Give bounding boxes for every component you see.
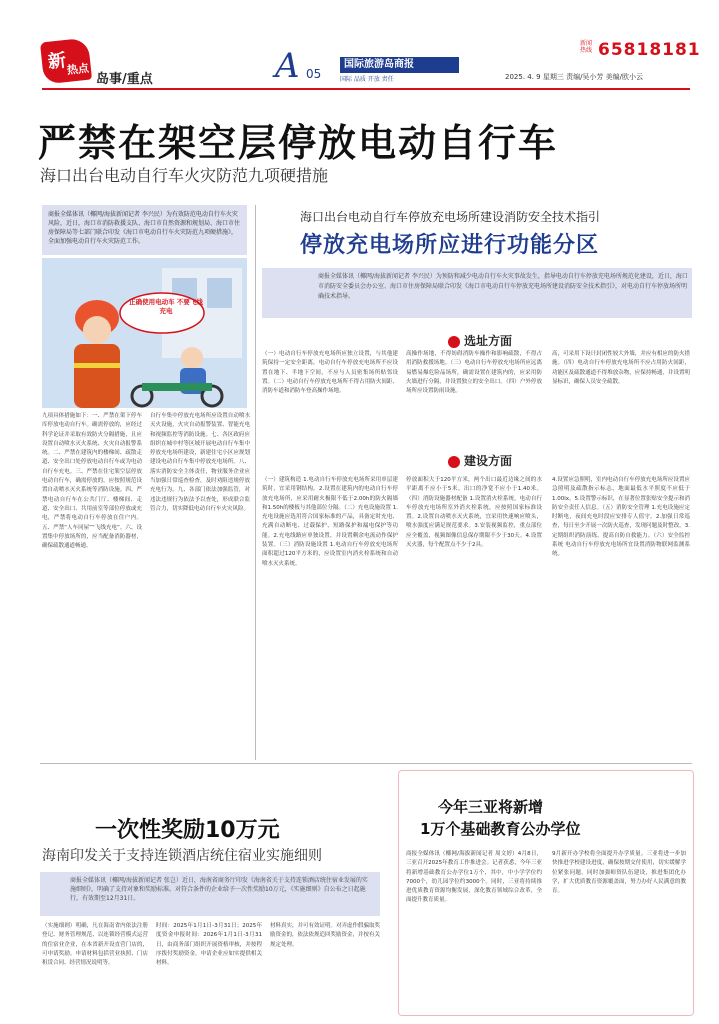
bottom-left-column-1: （实施细则）明确，凡在海南省内依法注册登记、财务管理规范、以连锁经营模式运营的住宿业企业，在本省新开设直营门店的，可申请奖励。申请材料包括营业执照、门店租赁合同、经营情况说明等。 xyxy=(42,923,148,967)
right-story-headline: 停放充电场所应进行功能分区 xyxy=(300,233,600,258)
hotline-number: 65818181 xyxy=(598,40,701,60)
bottom-left-column-2: 时间：2025年1月1日-3月31日；2025年度资金申报时间：2026年1月1日-3月31日，由商务部门组织开展资格审核，并按程序拨付奖励资金。申请企业应如实提供相关材料。 xyxy=(156,923,262,967)
newspaper-logo xyxy=(40,38,92,85)
illustration-sign-text: 正确使用电动车 不要飞线充电 xyxy=(129,298,203,315)
bottom-right-column-1: 商报全媒体讯（椰网/海拔新闻记者 周文婷）4月8日，三亚召开2025年教育工作推进会。记者获悉，今年三亚将新增基础教育公办学位1万个，其中，中小学学位约7000个，幼儿园学位约3000个。同时，三亚将持续推进优质教育资源均衡发展，深化教育领域综合改革，全面提升教育质量。 xyxy=(406,851,542,904)
bottom-right-headline-2: 1万个基础教育公办学位 xyxy=(420,820,581,838)
main-subheadline: 海口出台电动自行车火灾防范九项硬措施 xyxy=(40,166,329,185)
paper-subtitle: 国际 品质 开放 责任 xyxy=(340,76,394,83)
build-column-1: （一）建筑构造 1.电动自行车停放充电场所采用单层建筑时，宜采用钢结构。2.设置在建筑内的电动自行车停放充电场所，应采用耐火极限不低于2.00h的防火隔墙和1.50h的楼板与其他部位分隔。（二）充电设施设置 1.充电设施应选用符合国家标准的产品，具备定时充电、充满自动断电、过载保护、短路保护和漏电保护等功能。2.充电线路应单独设置，并设置剩余电流动作保护装置。（三）消防设施设置 1.电动自行车停放充电场所面积超过120平方米的，应设置室内消火栓系统和自动喷水灭火系统。 xyxy=(262,477,398,567)
site-column-3: 高，可采用下设计封闭性较大外墙，并应有相应的防火措施。（四）电动自行车停放充电场所不应占用防火间距，功能区及疏散通道不得堆放杂物，应保持畅通，并设置明显标识，确保人员安全疏散。 xyxy=(552,351,690,385)
bottom-right-column-2: 9月新开办学校将全面提升办学质量。三亚将进一步加快推进学校建设进度，确保按期交付使用，切实缓解学位紧张问题。同时加强师资队伍建设，推进集团化办学，扩大优质教育资源覆盖面，努力办好人民满意的教育。 xyxy=(552,851,686,895)
main-lead-text: 商报全媒体讯（椰网/海拔新闻记者 李兴民）为有效防范电动自行车火灾风险，近日，海口市消防救援支队、海口市自然资源和规划局、海口市住房保障局等七部门联合印发《海口市电动自行车火灾防范九项硬措施》，全面加强电动自行车火灾防范工作。 xyxy=(48,211,241,245)
hotline-label: 新闻热线 xyxy=(580,40,593,54)
main-story-column-2: 自行车集中停放充电场所应设置自动喷水灭火设施，火灾自动报警装置、智能充电和视频监控等消防设施。七、各区政府应组织在城中村等区域开展电动自行车集中停放充电场所建设，新建住宅小区应规划建设电动自行车集中停放充电场所。八、落实消防安全主体责任，物业服务企业应当加强日常巡查检查，及时劝阻违规停放充电行为。九、各部门依法加强监管，对违法违规行为依法予以查处，形成联合监管合力，切实降低电动自行车火灾风险。 xyxy=(150,413,250,512)
build-column-2: 停放面积大于120平方米，两个出口最近边缘之间的水平距离不应小于5米。出口的净宽不应小于1.40米。（四）消防设施器材配备 1.设置消火栓系统，电动自行车停放充电场所室外消火栓系统，应按照国家标准设置。2.设置自动喷水灭火系统，宜采用快速响应喷头，喷水强度应满足规范要求。3.安装视频监控，重点部位应全覆盖，视频图像信息保存期限不少于30天。4.设置灭火器，每个配置点不少于2具。 xyxy=(406,477,542,549)
right-story-kicker: 海口出台电动自行车停放充电场所建设消防安全技术指引 xyxy=(300,210,601,224)
section-heading-build-text: 建设方面 xyxy=(464,454,513,468)
page-number: 05 xyxy=(306,67,322,81)
bottom-right-headline-1: 今年三亚将新增 xyxy=(438,798,544,816)
bottom-left-headline: 一次性奖励10万元 xyxy=(95,818,280,843)
site-column-2: 高操作场地，不得妨碍消防车操作和影响疏散，不得占用消防救援场地。（三）电动自行车停放充电场所应远离易燃易爆危险品场所，确需设置在建筑内的，应采用防火墙进行分隔，并设置独立的安全出口。（四）户外停放场所应设置防雨设施。 xyxy=(406,351,542,395)
horizontal-divider xyxy=(40,763,692,764)
right-lead-text: 商报全媒体讯（椰网/海拔新闻记者 李兴民）为预防和减少电动自行车火灾事故发生，指导电动自行车停放充电场所规范化建设，近日，海口市消防安全委员会办公室、海口市住房保障局联合印发《海口市电动自行车停放充电场所建设消防安全技术指引》，对电动自行车停放场所明确技术指导。 xyxy=(318,273,688,300)
header-divider xyxy=(42,88,690,90)
main-story-column-1: 九项具体措施如下：一、严禁在架下停车库停放电动自行车。确需停放的，应经过科学论证并采取有效防火分隔措施，且应设置自动喷水灭火系统、火灾自动报警系统。二、严禁在建筑内的楼梯间、疏散走道、安全出口处停放电动自行车或为电动自行车充电。三、严禁在住宅架空层停放电动自行车，确需停放的，应按照规范设置自动喷水灭火系统等消防设施。四、严禁电动自行车在公共门厅、楼梯间、走道、安全出口、共用前室等部位停放或充电，严禁将电动自行车停放在住户内。五、严禁“人车同屋”“飞线充电”。六、设置集中停放场所的，应当配备消防器材，确保疏散通道畅通。 xyxy=(42,413,142,550)
section-heading-site-text: 选址方面 xyxy=(464,334,513,348)
logo-small-text: 热点 xyxy=(66,61,90,77)
section-heading-site xyxy=(448,332,512,349)
section-heading-build xyxy=(448,452,512,469)
illustration-svg xyxy=(42,258,247,408)
logo-main-char: 新 xyxy=(46,50,68,73)
bottom-left-subheadline: 海南印发关于支持连锁酒店统住宿业实施细则 xyxy=(42,848,322,864)
bottom-left-lead-text: 商报全媒体讯（椰网/海拔新闻记者 张岂）近日，海南省商务厅印发《海南省关于支持连锁酒店统住宿业发展的实施细则》，明确了支持对象和奖励标准。对符合条件的企业给予一次性奖励10万元，《实施细则》自公布之日起施行，有效期至12月31日。 xyxy=(70,877,368,902)
column-divider xyxy=(255,205,256,760)
date-editor-line: 2025. 4. 9 星期三 责编/吴小芳 美编/欧小云 xyxy=(505,73,644,81)
bullet-icon xyxy=(448,336,460,348)
build-column-3: 4.设置应急照明，室内电动自行车停放充电场所应设置应急照明及疏散指示标志，地面最低水平照度不应低于1.00lx。5.设置警示标识，在显著位置张贴安全提示和消防安全责任人信息。（五）消防安全管理 1.充电设施应定时断电，夜间充电时段应安排专人值守。2.加强日常巡查，每日至少开展一次防火巡查，发现问题及时整改。3.定期组织消防演练，提高自防自救能力。（六）安全监控系统 电动自行车停放充电场所宜设置消防物联网监测系统。 xyxy=(552,477,690,558)
site-column-1: （一）电动自行车停放充电场所应独立设置，与其他建筑保持一定安全距离，电动自行车停放充电场所不应设置在地下、半地下空间，不应与人员密集场所贴邻设置。（二）电动自行车停放充电场所不得占用防火间距、消防车道和消防车登高操作场地。 xyxy=(262,351,398,395)
section-label: 岛事/重点 xyxy=(96,72,153,87)
bottom-left-column-3: 材料真实，并可有效证明。对弄虚作假骗取奖励资金的，依法依规追回奖励资金，并按有关规定处理。 xyxy=(270,923,380,948)
main-headline: 严禁在架空层停放电动自行车 xyxy=(38,121,559,165)
bullet-icon xyxy=(448,456,460,468)
firefighter-illustration xyxy=(42,258,247,408)
paper-name: 国际旅游岛商报 xyxy=(340,57,459,73)
page-letter: A xyxy=(275,46,300,86)
